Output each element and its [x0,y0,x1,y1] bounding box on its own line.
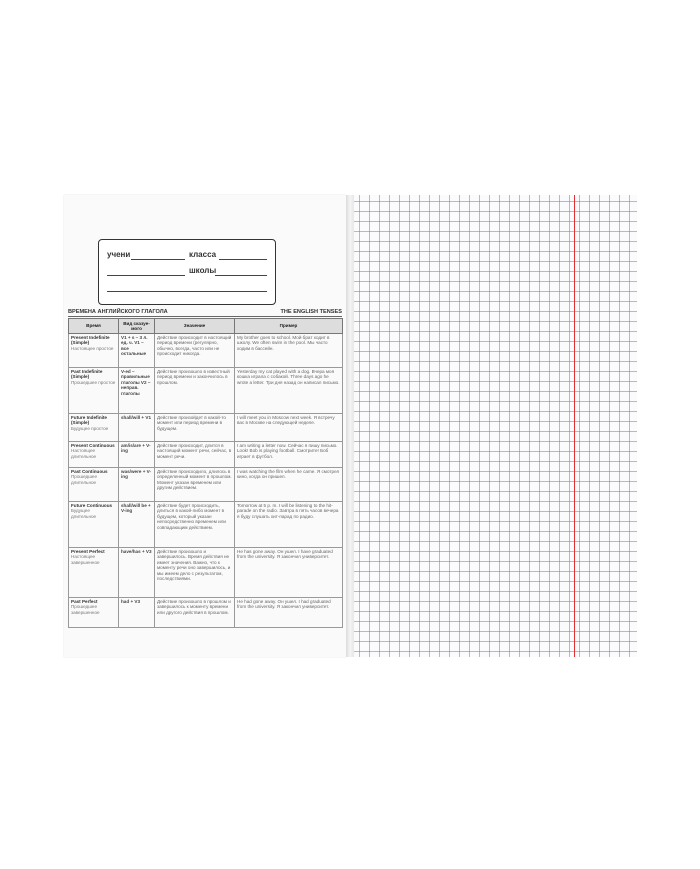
label-line [107,275,185,276]
label-pupil-text: учени [107,250,131,259]
red-margin-line [574,195,575,657]
tense-cell: Past Indefinite (Simple) Прошедшее простое [69,368,119,414]
label-row-1 [105,248,269,262]
left-cover-page [64,195,346,657]
example-cell: I am writing a letter now. Сейчас я пишу письмо. Look! Bob is playing football. Смотрите! Боб играет в футбол. [235,442,343,468]
meaning-cell: Действие произошло в прошлом и завершилось к моменту времени или другого действия в прошлом. [155,598,235,628]
table-header-row [69,319,343,334]
form-cell: have/has + V3 [119,548,155,598]
heading-right: THE ENGLISH TENSES [280,309,342,315]
example-cell: He has gone away. Он ушел. I have graduated from the university. Я закончил университет. [235,548,343,598]
example-cell: I was watching the film when he came. Я смотрел кино, когда он пришел. [235,468,343,502]
tenses-heading [68,309,342,317]
label-line [131,259,185,260]
table-row [69,368,343,414]
example-cell: Tomorrow at 5 p. m. I will be listening to the hit-parade on the radio. Завтра в пять часов вечера я буду слушать хит-парад по радио. [235,502,343,548]
name-label-box [98,239,276,305]
label-class-text: класса [189,250,217,259]
label-line [219,259,267,260]
notebook-spine [346,195,354,657]
example-cell: My brother goes to school. Мой брат ходит в школу. We often swim in the pool. Мы часто ходим в бассейн. [235,334,343,368]
meaning-cell: Действие произошло и завершилось. Время действия не имеет значения. Важно, что к моменту речи оно завершилось, и мы имеем дело с результатом, последствиями. [155,548,235,598]
column-header: Время [69,319,119,334]
form-cell: V1 + s – 3 л. ед. ч. V1 – все остальные [119,334,155,368]
tenses-table [68,318,343,628]
tense-cell: Past Perfect Прошедшее завершенное [69,598,119,628]
example-cell: I will meet you in Moscow next week. Я встречу вас в Москве на следующей неделе. [235,414,343,442]
table-row [69,468,343,502]
tense-cell: Present Continuous Настоящее длительное [69,442,119,468]
meaning-cell: Действие произойдет в какой-то момент или период времени в будущем. [155,414,235,442]
example-cell: He had gone away. Он ушел. I had graduated from the university. Я закончил университет. [235,598,343,628]
meaning-cell: Действие происходило, длилось в определенный момент в прошлом. Момент указан временем или другим действием. [155,468,235,502]
tense-cell: Future Indefinite (Simple) Будущее простое [69,414,119,442]
column-header: Вид сказуе-мого [119,319,155,334]
table-row [69,442,343,468]
form-cell: shall/will be + V-ing [119,502,155,548]
tense-cell: Past Continuous Прошедшее длительное [69,468,119,502]
column-header: Пример [235,319,343,334]
notebook-spread [64,195,637,657]
meaning-cell: Действие произошло в известный период времени и закончилось в прошлом. [155,368,235,414]
example-cell: Yesterday my cat played with a dog. Вчера моя кошка играла с собакой. Three days ago he wrote a letter. Три дня назад он написал письмо. [235,368,343,414]
form-cell: shall/will + V1 [119,414,155,442]
tense-cell: Future Continuous Будущее длительное [69,502,119,548]
meaning-cell: Действие будет происходить, длиться в какой-либо момент в будущем, который указан непосредственно временем или совпадающим действием. [155,502,235,548]
table-row [69,334,343,368]
form-cell: was/were + V-ing [119,468,155,502]
label-row-2 [105,264,269,278]
table-row [69,598,343,628]
table-row [69,548,343,598]
table-row [69,414,343,442]
label-line [215,275,267,276]
form-cell: am/is/are + V-ing [119,442,155,468]
form-cell: V-ed – правильные глаголы V2 – неправ. глаголы [119,368,155,414]
column-header: Значение [155,319,235,334]
label-row-3 [105,280,269,294]
heading-left: ВРЕМЕНА АНГЛИЙСКОГО ГЛАГОЛА [68,309,168,315]
form-cell: had + V3 [119,598,155,628]
label-line [107,291,267,292]
meaning-cell: Действие происходит в настоящий период времени (регулярно, обычно, всегда, часто или не происходит никогда. [155,334,235,368]
label-school-text: школы [189,266,217,275]
tense-cell: Present Indefinite (Simple) Настоящее простое [69,334,119,368]
meaning-cell: Действие происходит, длится в настоящий момент речи, сейчас, в момент речи. [155,442,235,468]
grid-page [354,195,637,657]
table-row [69,502,343,548]
tense-cell: Present Perfect Настоящее завершенное [69,548,119,598]
